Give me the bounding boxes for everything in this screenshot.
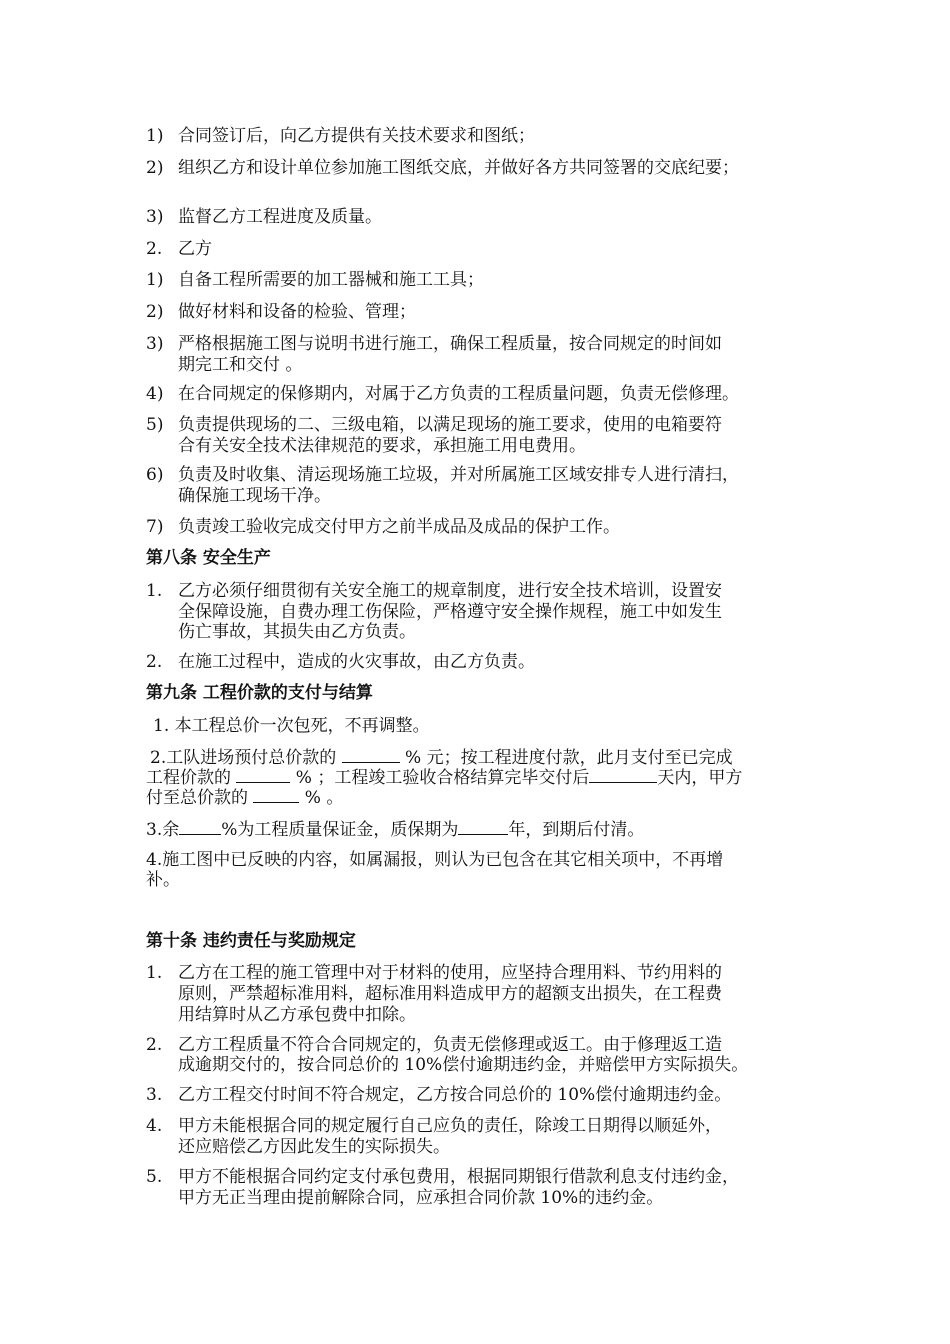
text-run: 付至总价款的 bbox=[146, 788, 254, 808]
text-run: 2.工队进场预付总价款的 bbox=[150, 748, 342, 768]
item-text: 甲方未能根据合同的规定履行自己应负的责任，除竣工日期得以顺延外， bbox=[178, 1116, 722, 1136]
text-run: % 。 bbox=[299, 788, 344, 808]
section-number: 2. bbox=[146, 239, 163, 259]
item-text: 严格根据施工图与说明书进行施工，确保工程质量，按合同规定的时间如 bbox=[178, 334, 722, 354]
item-text: 甲方不能根据合同约定支付承包费用，根据同期银行借款利息支付违约金， bbox=[178, 1167, 739, 1187]
blank-field bbox=[253, 786, 299, 803]
item-text: 成逾期交付的，按合同总价的 10%偿付逾期违约金，并赔偿甲方实际损失。 bbox=[178, 1055, 749, 1075]
item-number: 2) bbox=[146, 302, 164, 322]
item-text: 乙方在工程的施工管理中对于材料的使用，应坚持合理用料、节约用料的 bbox=[178, 963, 722, 983]
item-number: 1) bbox=[146, 126, 164, 146]
item-text: 在施工过程中，造成的火灾事故，由乙方负责。 bbox=[178, 652, 535, 672]
article-9-heading: 第九条 工程价款的支付与结算 bbox=[146, 683, 373, 703]
item-number: 4. bbox=[146, 1116, 163, 1136]
item-text: 还应赔偿乙方因此发生的实际损失。 bbox=[178, 1137, 450, 1157]
item-number: 6) bbox=[146, 465, 164, 485]
item-number: 1. bbox=[146, 581, 163, 601]
item-text: 乙方必须仔细贯彻有关安全施工的规章制度，进行安全技术培训，设置安 bbox=[178, 581, 722, 601]
blank-field bbox=[342, 746, 400, 763]
blank-field bbox=[179, 818, 221, 835]
article-9-paragraph-1: 1. 本工程总价一次包死，不再调整。 bbox=[153, 716, 430, 736]
item-text: 用结算时从乙方承包费中扣除。 bbox=[178, 1005, 416, 1025]
item-text: 合有关安全技术法律规范的要求，承担施工用电费用。 bbox=[178, 436, 586, 456]
item-text: 合同签订后，向乙方提供有关技术要求和图纸； bbox=[178, 126, 535, 146]
item-text: 做好材料和设备的检验、管理； bbox=[178, 302, 416, 322]
item-number: 3) bbox=[146, 334, 164, 354]
item-number: 2. bbox=[146, 1035, 163, 1055]
section-title: 乙方 bbox=[178, 239, 212, 259]
item-text: 监督乙方工程进度及质量。 bbox=[178, 207, 382, 227]
item-number: 2) bbox=[146, 158, 164, 178]
text-run: 3.余 bbox=[146, 820, 180, 840]
item-number: 4) bbox=[146, 384, 164, 404]
item-text: 在合同规定的保修期内，对属于乙方负责的工程质量问题，负责无偿修理。 bbox=[178, 384, 739, 404]
item-text: 全保障设施，自费办理工伤保险，严格遵守安全操作规程，施工中如发生 bbox=[178, 602, 722, 622]
item-text: 原则，严禁超标准用料，超标准用料造成甲方的超额支出损失，在工程费 bbox=[178, 984, 722, 1004]
article-9-paragraph-4-line-1: 4.施工图中已反映的内容，如属漏报，则认为已包含在其它相关项中，不再增 bbox=[146, 850, 724, 870]
item-text: 负责提供现场的二、三级电箱，以满足现场的施工要求，使用的电箱要符 bbox=[178, 415, 722, 435]
blank-field bbox=[458, 818, 508, 835]
item-number: 3) bbox=[146, 207, 164, 227]
blank-field bbox=[589, 766, 657, 783]
item-number: 2. bbox=[146, 652, 163, 672]
item-text: 乙方工程交付时间不符合规定，乙方按合同总价的 10%偿付逾期违约金。 bbox=[178, 1085, 732, 1105]
article-8-heading: 第八条 安全生产 bbox=[146, 548, 271, 568]
item-text: 自备工程所需要的加工器械和施工工具； bbox=[178, 270, 484, 290]
text-run: % ；工程竣工验收合格结算完毕交付后 bbox=[290, 768, 590, 788]
item-text: 伤亡事故，其损失由乙方负责。 bbox=[178, 622, 416, 642]
article-9-paragraph-2-line-3 bbox=[146, 786, 343, 810]
item-number: 5) bbox=[146, 415, 164, 435]
item-text: 负责竣工验收完成交付甲方之前半成品及成品的保护工作。 bbox=[178, 517, 620, 537]
item-text: 确保施工现场干净。 bbox=[178, 486, 331, 506]
text-run: 天内，甲方 bbox=[657, 768, 743, 788]
item-text: 甲方无正当理由提前解除合同，应承担合同价款 10%的违约金。 bbox=[178, 1188, 664, 1208]
item-text: 期完工和交付 。 bbox=[178, 355, 303, 375]
blank-field bbox=[236, 766, 290, 783]
item-number: 5. bbox=[146, 1167, 163, 1187]
article-9-paragraph-4-line-2: 补。 bbox=[146, 870, 180, 890]
text-run: %为工程质量保证金，质保期为 bbox=[221, 820, 459, 840]
item-number: 1) bbox=[146, 270, 164, 290]
item-number: 7) bbox=[146, 517, 164, 537]
item-text: 组织乙方和设计单位参加施工图纸交底，并做好各方共同签署的交底纪要； bbox=[178, 158, 739, 178]
item-number: 3. bbox=[146, 1085, 163, 1105]
text-run: % 元；按工程进度付款，此月支付至已完成 bbox=[399, 748, 733, 768]
text-run: 年，到期后付清。 bbox=[508, 820, 645, 840]
item-text: 乙方工程质量不符合合同规定的，负责无偿修理或返工。由于修理返工造 bbox=[178, 1035, 722, 1055]
item-number: 1. bbox=[146, 963, 163, 983]
text-run: 工程价款的 bbox=[146, 768, 237, 788]
item-text: 负责及时收集、清运现场施工垃圾，并对所属施工区域安排专人进行清扫， bbox=[178, 465, 739, 485]
article-9-paragraph-3 bbox=[146, 818, 644, 842]
article-10-heading: 第十条 违约责任与奖励规定 bbox=[146, 931, 356, 951]
